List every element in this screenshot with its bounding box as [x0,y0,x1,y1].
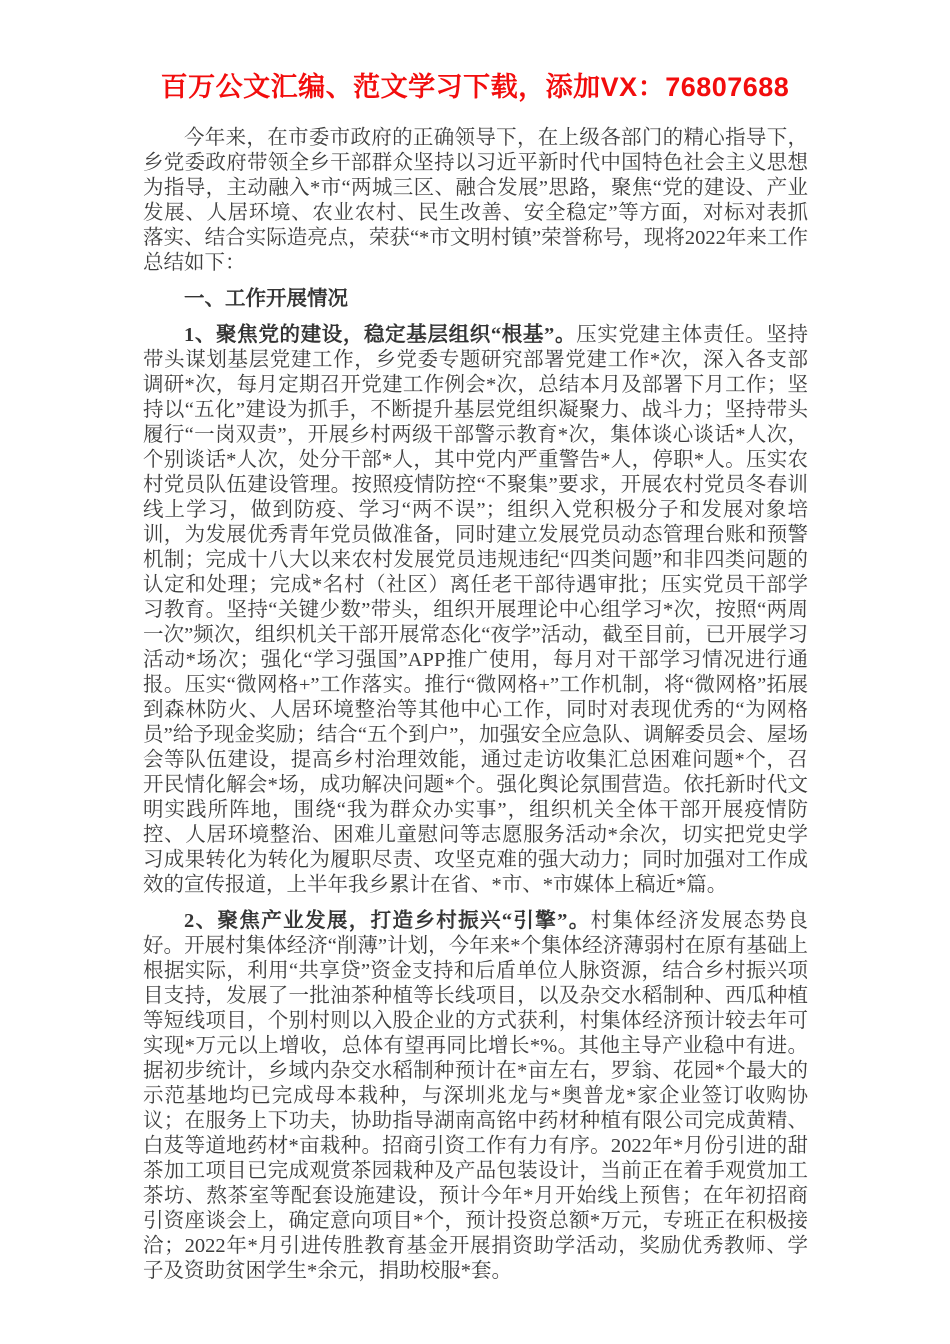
paragraph-industry-development [143,909,808,1284]
paragraph-party-building [143,323,808,898]
section-heading-work-progress: 一、工作开展情况 [184,288,348,310]
paragraph-industry-development-lead: 2、聚焦产业发展，打造乡村振兴“引擎”。 [184,910,591,932]
promo-header-text: 百万公文汇编、范文学习下载，添加VX：76807688 [160,72,790,102]
intro-paragraph: 今年来，在市委市政府的正确领导下，在上级各部门的精心指导下，乡党委政府带领全乡干部群众坚持以习近平新时代中国特色社会主义思想为指导，主动融入*市“两城三区、融合发展”思路，聚焦“党的建设、产业发展、人居环境、农业农村、民生改善、安全稳定”等方面，对标对表抓落实、结合实际造亮点，荣获“*市文明村镇”荣誉称号，现将2022年来工作总结如下： [143,127,808,274]
document-body [143,126,808,1284]
paragraph-industry-development-text: 村集体经济发展态势良好。开展村集体经济“削薄”计划，今年来*个集体经济薄弱村在原有基础上根据实际，利用“共享贷”资金支持和后盾单位人脉资源，结合乡村振兴项目支持，发展了一批油茶种植等长线项目，以及杂交水稻制种、西瓜种植等短线项目，个别村则以入股企业的方式获利，村集体经济预计较去年可实现*万元以上增收，总体有望再同比增长*%。其他主导产业稳中有进。据初步统计，乡域内杂交水稻制种预计在*亩左右，罗翁、花园*个最大的示范基地均已完成母本栽种，与深圳兆龙与*奥普龙*家企业签订收购协议；在服务上下功夫，协助指导湖南高铭中药材种植有限公司完成黄精、白芨等道地药材*亩栽种。招商引资工作有力有序。2022年*月份引进的甜茶加工项目已完成观赏茶园栽种及产品包装设计，当前正在着手观赏加工茶坊、熬茶室等配套设施建设，预计今年*月开始线上预售；在年初招商引资座谈会上，确定意向项目*个，预计投资总额*万元，专班正在积极接洽；2022年*月引进传胜教育基金开展捐资助学活动，奖励优秀教师、学子及资助贫困学生*余元，捐助校服*套。 [143,910,809,1282]
promo-header [0,0,950,103]
paragraph-party-building-text: 压实党建主体责任。坚持带头谋划基层党建工作，乡党委专题研究部署党建工作*次，深入各支部调研*次，每月定期召开党建工作例会*次，总结本月及部署下月工作；坚持以“五化”建设为抓手，不断提升基层党组织凝聚力、战斗力；坚持带头履行“一岗双责”，开展乡村两级干部警示教育*次，集体谈心谈话*人次，个别谈话*人次，处分干部*人，其中党内严重警告*人，停职*人。压实农村党员队伍建设管理。按照疫情防控“不聚集”要求，开展农村党员冬春训线上学习，做到防疫、学习“两不误”；组织入党积极分子和发展对象培训，为发展优秀青年党员做准备，同时建立发展党员动态管理台账和预警机制；完成十八大以来农村发展党员违规违纪“四类问题”和非四类问题的认定和处理；完成*名村（社区）离任老干部待遇审批；压实党员干部学习教育。坚持“关键少数”带头，组织开展理论中心组学习*次，按照“两周一次”频次，组织机关干部开展常态化“夜学”活动，截至目前，已开展学习活动*场次；强化“学习强国”APP推广使用，每月对干部学习情况进行通报。压实“微网格+”工作落实。推行“微网格+”工作机制，将“微网格”拓展到森林防火、人居环境整治等其他中心工作，同时对表现优秀的“为网格员”给予现金奖励；结合“五个到户”，加强安全应急队、调解委员会、屋场会等队伍建设，提高乡村治理效能，通过走访收集汇总困难问题*个，召开民情化解会*场，成功解决问题*个。强化舆论氛围营造。依托新时代文明实践所阵地，围绕“我为群众办实事”，组织机关全体干部开展疫情防控、人居环境整治、困难儿童慰问等志愿服务活动*余次，切实把党史学习成果转化为转化为履职尽责、攻坚克难的强大动力；同时加强对工作成效的宣传报道，上半年我乡累计在省、*市、*市媒体上稿近*篇。 [143,324,809,896]
paragraph-party-building-lead: 1、聚焦党的建设，稳定基层组织“根基”。 [184,324,577,346]
